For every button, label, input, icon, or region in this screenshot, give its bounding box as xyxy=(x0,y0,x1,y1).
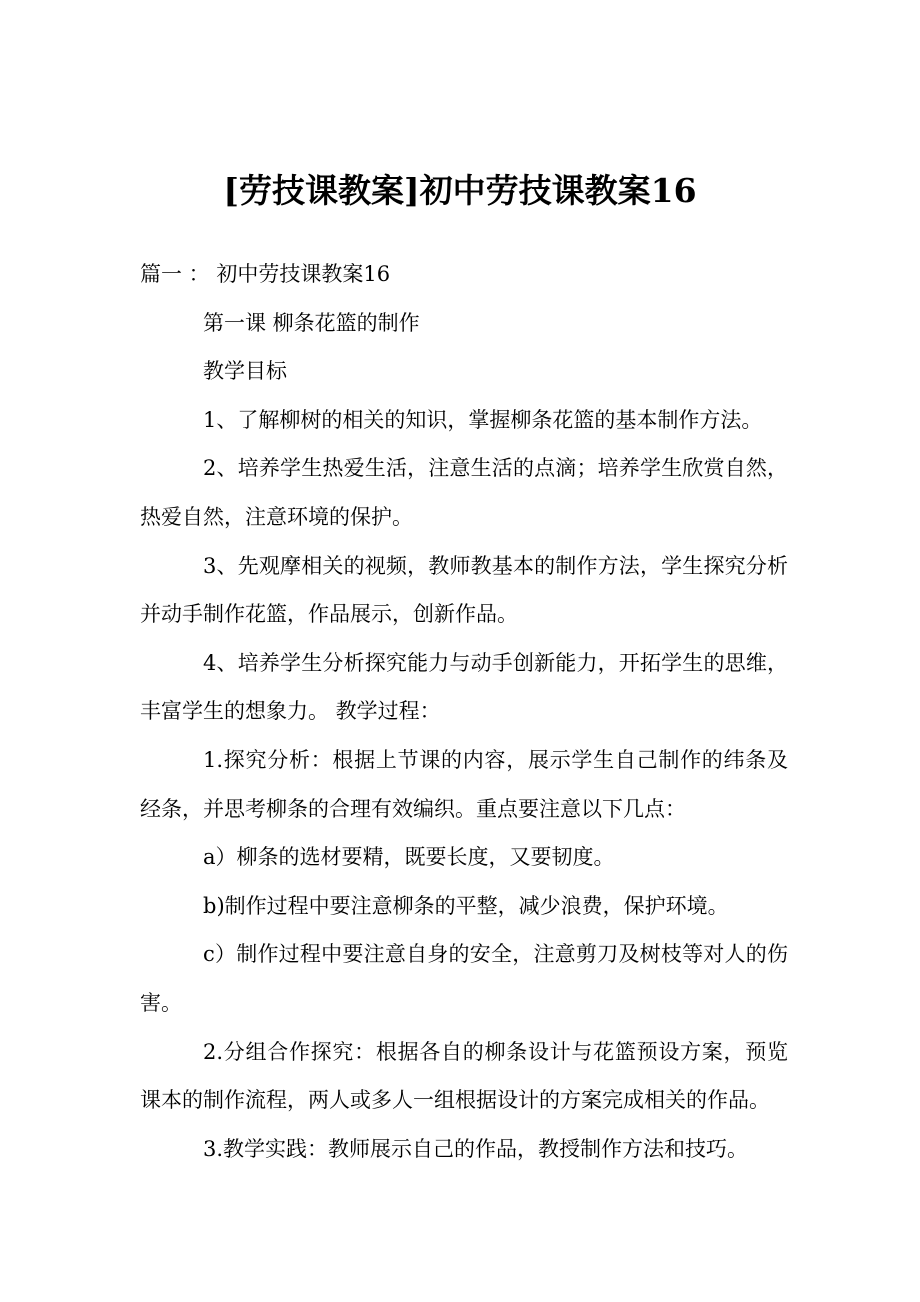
point-paragraph: c）制作过程中要注意自身的安全，注意剪刀及树枝等对人的伤害。 xyxy=(140,942,788,1015)
document-body xyxy=(140,250,788,1173)
section-heading: 篇一 ： 初中劳技课教案16 xyxy=(140,262,391,286)
lesson-title: 第一课 柳条花篮的制作 xyxy=(203,310,420,335)
point-paragraph: b)制作过程中要注意柳条的平整，减少浪费，保护环境。 xyxy=(203,893,729,918)
process-paragraph: 1.探究分析：根据上节课的内容，展示学生自己制作的纬条及经条，并思考柳条的合理有效编织。重点要注意以下几点： xyxy=(140,747,788,821)
document-title: [劳技课教案]初中劳技课教案16 xyxy=(223,171,697,210)
objective-paragraph: 3、先观摩相关的视频，教师教基本的制作方法，学生探究分析并动手制作花篮，作品展示，创新作品。 xyxy=(140,553,788,627)
point-paragraph: a）柳条的选材要精，既要长度，又要韧度。 xyxy=(203,845,615,870)
objectives-heading: 教学目标 xyxy=(203,359,287,384)
process-paragraph: 3.教学实践：教师展示自己的作品，教授制作方法和技巧。 xyxy=(203,1136,749,1161)
objective-paragraph: 2、培养学生热爱生活，注意生活的点滴；培养学生欣赏自然，热爱自然，注意环境的保护。 xyxy=(140,456,788,529)
process-paragraph: 2.分组合作探究：根据各自的柳条设计与花篮预设方案，预览课本的制作流程，两人或多人一组根据设计的方案完成相关的作品。 xyxy=(140,1039,788,1113)
objective-paragraph: 4、培养学生分析探究能力与动手创新能力，开拓学生的思维，丰富学生的想象力。 教学过程： xyxy=(140,650,788,724)
objective-paragraph: 1、了解柳树的相关的知识，掌握柳条花篮的基本制作方法。 xyxy=(203,407,763,432)
